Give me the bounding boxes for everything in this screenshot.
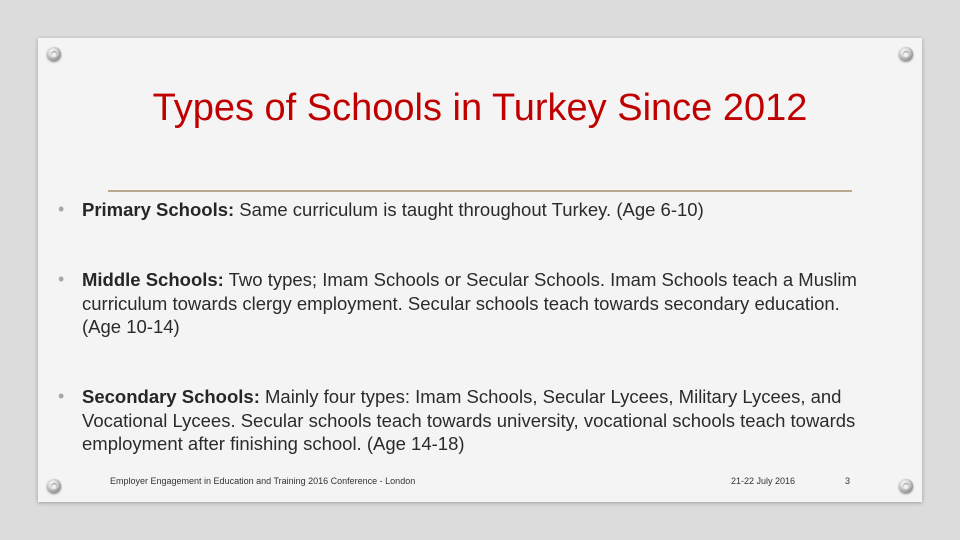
bullet-text [82, 198, 882, 222]
pushpin-bottom-left-icon [47, 479, 61, 493]
bullet-marker: • [58, 269, 65, 289]
slide-title: Types of Schools in Turkey Since 2012 [152, 87, 808, 129]
bullet-body: Two types; Imam Schools or Secular Schools. Imam Schools teach a Muslim curriculum towards clergy employment. Secular schools teach towards secondary education. (Age 10-14) [82, 269, 857, 337]
bullet-body: Mainly four types: Imam Schools, Secular Lycees, Military Lycees, and Vocational Lycees. Secular schools teach towards university, vocational schools teach towards employment after finishing school. (Age 14-18) [82, 386, 856, 454]
bullet-text [82, 268, 882, 339]
footer-event: Employer Engagement in Education and Training 2016 Conference - London [110, 476, 416, 486]
bullet-heading: Primary Schools: [82, 199, 235, 220]
bullet-heading: Middle Schools: [82, 269, 224, 290]
footer-date: 21-22 July 2016 [731, 476, 796, 486]
bullet-heading: Secondary Schools: [82, 386, 260, 407]
title-divider [108, 190, 852, 192]
bullet-body: Same curriculum is taught throughout Turkey. (Age 6-10) [234, 199, 704, 220]
bullet-text [82, 385, 882, 456]
bullet-marker: • [58, 199, 65, 219]
footer-page-number: 3 [845, 476, 851, 486]
bullet-marker: • [58, 386, 65, 406]
pushpin-top-right-icon [899, 47, 913, 61]
pushpin-top-left-icon [47, 47, 61, 61]
pushpin-bottom-right-icon [899, 479, 913, 493]
